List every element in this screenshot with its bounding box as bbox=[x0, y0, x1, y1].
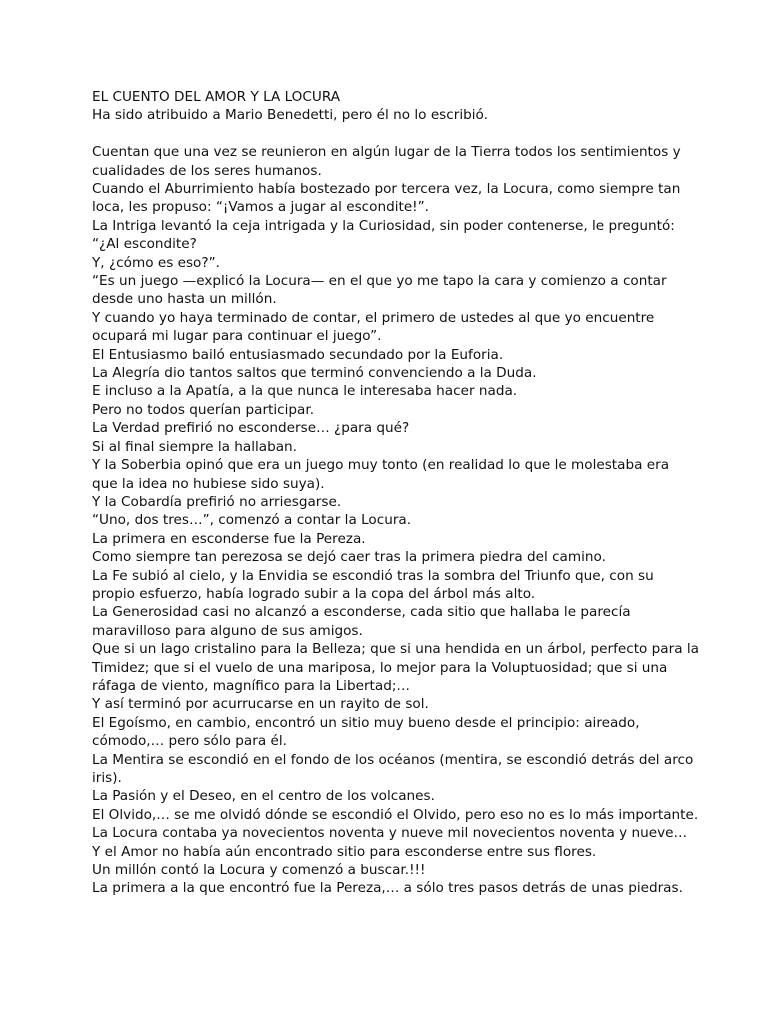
text-line: loca, les propuso: “¡Vamos a jugar al escondite!”. bbox=[92, 199, 429, 216]
text-line: La Verdad prefirió no esconderse… ¿para qué? bbox=[92, 420, 410, 437]
text-line: Y cuando yo haya terminado de contar, el primero de ustedes al que yo encuentre bbox=[92, 309, 655, 326]
text-line: La Intriga levantó la ceja intrigada y la Curiosidad, sin poder contenerse, le preguntó: bbox=[92, 217, 675, 234]
document-attribution: Ha sido atribuido a Mario Benedetti, pero él no lo escribió. bbox=[92, 107, 488, 124]
text-line: El Egoísmo, en cambio, encontró un sitio muy bueno desde el principio: aireado, bbox=[92, 714, 640, 731]
document-page bbox=[92, 88, 699, 898]
text-line: Si al final siempre la hallaban. bbox=[92, 438, 297, 455]
text-line: propio esfuerzo, había logrado subir a la copa del árbol más alto. bbox=[92, 585, 536, 602]
text-line: Como siempre tan perezosa se dejó caer tras la primera piedra del camino. bbox=[92, 549, 606, 566]
text-line: E incluso a la Apatía, a la que nunca le interesaba hacer nada. bbox=[92, 383, 518, 400]
text-line: “¿Al escondite? bbox=[92, 236, 197, 253]
text-line: ocupará mi lugar para continuar el juego”. bbox=[92, 328, 382, 345]
text-line: cómodo,… pero sólo para él. bbox=[92, 733, 287, 750]
paragraph-spacer bbox=[92, 125, 692, 143]
text-line: “Uno, dos tres…”, comenzó a contar la Locura. bbox=[92, 512, 412, 529]
text-line: Pero no todos querían participar. bbox=[92, 401, 315, 418]
text-line: ráfaga de viento, magnífico para la Libertad;… bbox=[92, 677, 411, 694]
text-line: Y así terminó por acurrucarse en un rayito de sol. bbox=[92, 696, 429, 713]
text-line: Y la Soberbia opinó que era un juego muy tonto (en realidad lo que le molestaba era bbox=[92, 457, 670, 474]
text-line: La Pasión y el Deseo, en el centro de los volcanes. bbox=[92, 788, 435, 805]
text-line: “Es un juego —explicó la Locura— en el que yo me tapo la cara y comienzo a contar bbox=[92, 273, 667, 290]
text-line: cualidades de los seres humanos. bbox=[92, 162, 322, 179]
text-line: desde uno hasta un millón. bbox=[92, 291, 277, 308]
text-line: iris). bbox=[92, 770, 122, 787]
text-line: El Olvido,… se me olvidó dónde se escondió el Olvido, pero eso no es lo más importante. bbox=[92, 806, 699, 823]
text-line: Cuando el Aburrimiento había bostezado por tercera vez, la Locura, como siempre tan bbox=[92, 181, 681, 198]
text-line: Timidez; que si el vuelo de una mariposa, lo mejor para la Voluptuosidad; que si una bbox=[92, 659, 668, 676]
text-line: Y la Cobardía prefirió no arriesgarse. bbox=[92, 493, 342, 510]
text-line: La primera en esconderse fue la Pereza. bbox=[92, 530, 366, 547]
text-line: La primera a la que encontró fue la Pereza,… a sólo tres pasos detrás de unas piedras. bbox=[92, 880, 683, 897]
text-line: Y, ¿cómo es eso?”. bbox=[92, 254, 220, 271]
document-title: EL CUENTO DEL AMOR Y LA LOCURA bbox=[92, 89, 341, 105]
text-line: La Locura contaba ya novecientos noventa y nueve mil novecientos noventa y nueve… bbox=[92, 825, 688, 842]
text-line: Y el Amor no había aún encontrado sitio para esconderse entre sus flores. bbox=[92, 843, 597, 860]
text-line: La Generosidad casi no alcanzó a esconderse, cada sitio que hallaba le parecía bbox=[92, 604, 631, 621]
text-line: que la idea no hubiese sido suya). bbox=[92, 475, 325, 492]
text-line: El Entusiasmo bailó entusiasmado secundado por la Euforia. bbox=[92, 346, 504, 363]
text-line: La Fe subió al cielo, y la Envidia se escondió tras la sombra del Triunfo que, con su bbox=[92, 567, 654, 584]
text-line: Un millón contó la Locura y comenzó a buscar.!!! bbox=[92, 862, 426, 879]
text-line: Que si un lago cristalino para la Belleza; que si una hendida en un árbol, perfecto para la bbox=[92, 641, 699, 658]
text-line: Cuentan que una vez se reunieron en algún lugar de la Tierra todos los sentimientos y bbox=[92, 144, 681, 161]
document-body bbox=[92, 143, 699, 898]
text-line: maravilloso para alguno de sus amigos. bbox=[92, 622, 363, 639]
text-line: La Alegría dio tantos saltos que terminó convenciendo a la Duda. bbox=[92, 365, 537, 382]
text-line: La Mentira se escondió en el fondo de los océanos (mentira, se escondió detrás del arco bbox=[92, 751, 694, 768]
